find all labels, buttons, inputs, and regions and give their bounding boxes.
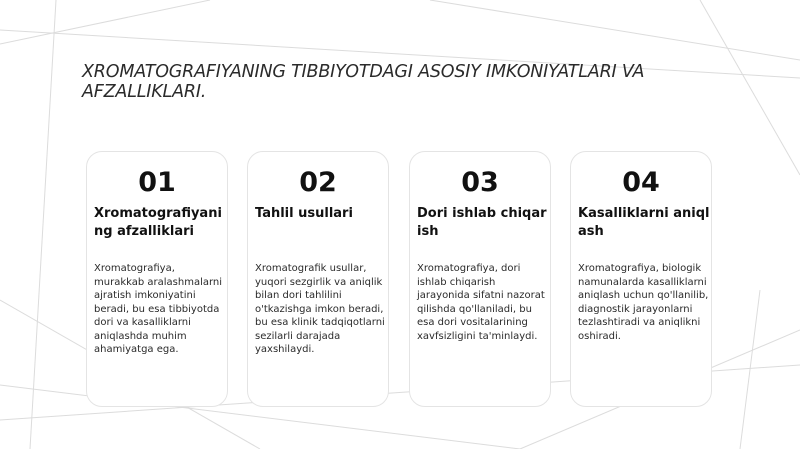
card-body: Xromatografiya, biologik namunalarda kasalliklarni aniqlash uchun qo'llanilib, diagnostik jarayonlarni tezlashtiradi va aniqlikni oshiradi. bbox=[578, 263, 709, 342]
card-heading: Kasalliklarni aniqlash bbox=[578, 206, 710, 239]
bg-line bbox=[430, 0, 800, 60]
card-number: 04 bbox=[622, 167, 660, 198]
card-number: 02 bbox=[299, 167, 337, 198]
card-body: Xromatografik usullar, yuqori sezgirlik va aniqlik bilan dori tahlilini o'tkazishga imkon beradi, bu esa klinik tadqiqotlarni sezilarli darajada yaxshilaydi. bbox=[255, 263, 385, 355]
bg-line bbox=[740, 290, 760, 449]
slide-title: XROMATOGRAFIYANING TIBBIYOTDAGI ASOSIY IMKONIYATLARI VA AFZALLIKLARI. bbox=[82, 62, 645, 102]
card-heading: Xromatografiyaning afzalliklari bbox=[94, 206, 222, 239]
card-body: Xromatografiya, murakkab aralashmalarni ajratish imkoniyatini beradi, bu esa tibbiyotda dori va kasalliklarni aniqlashda muhim ahamiyatga ega. bbox=[94, 263, 223, 355]
card-number: 03 bbox=[461, 167, 499, 198]
feature-card bbox=[247, 151, 389, 407]
feature-card bbox=[409, 151, 551, 407]
bg-line bbox=[30, 0, 56, 449]
feature-card bbox=[86, 151, 228, 407]
card-number: 01 bbox=[138, 167, 176, 198]
card-body: Xromatografiya, dori ishlab chiqarish jarayonida sifatni nazorat qilishda qo'llaniladi, bu esa dori vositalarining xavfsizligini ta'minlaydi. bbox=[417, 263, 545, 342]
bg-line bbox=[0, 0, 210, 44]
feature-card bbox=[570, 151, 712, 407]
card-heading: Dori ishlab chiqarish bbox=[417, 206, 547, 239]
card-heading: Tahlil usullari bbox=[255, 206, 353, 221]
